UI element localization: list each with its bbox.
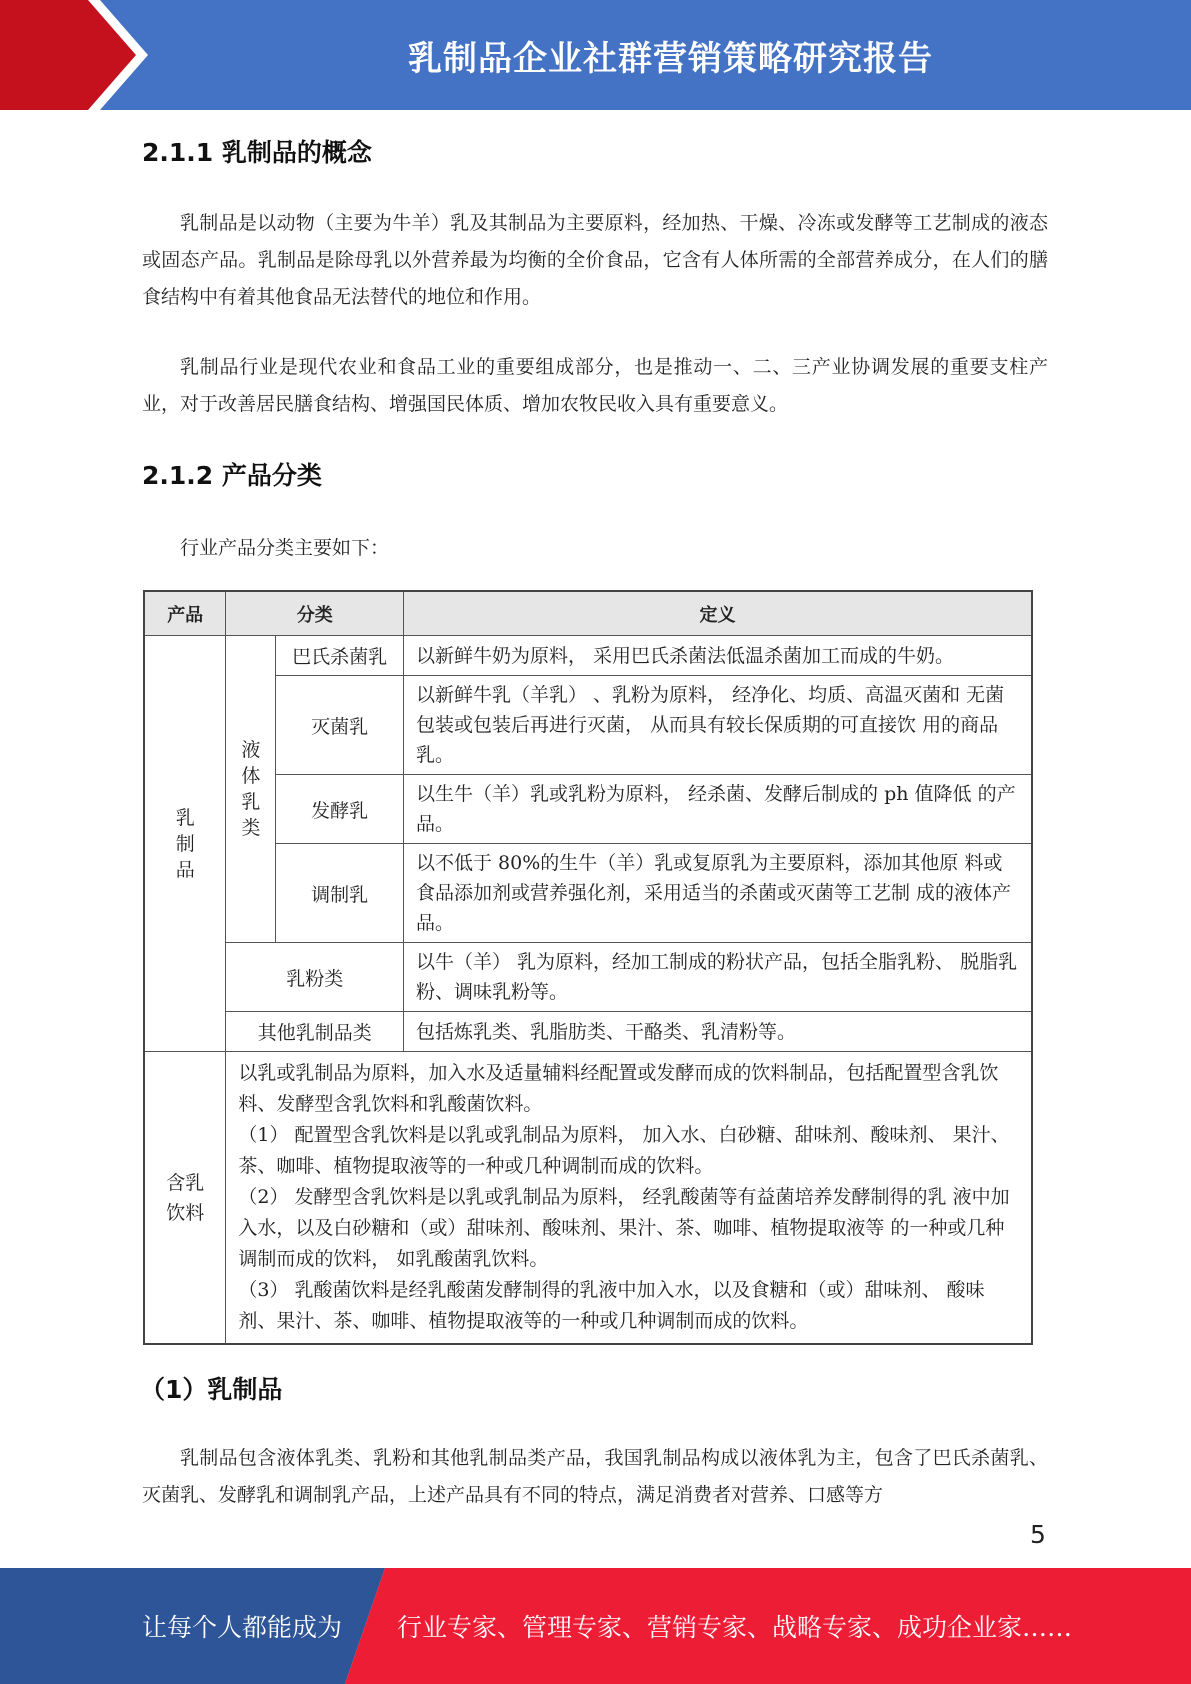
category-name: 调制乳: [276, 844, 404, 943]
category-definition: 以新鲜牛乳（羊乳） 、乳粉为原料， 经净化、均质、高温灭菌和 无菌包装或包装后再进行灭菌， 从而具有较长保质期的可直接饮 用的商品乳。: [404, 676, 1032, 775]
table-row: [144, 1052, 1032, 1345]
table-row: [144, 676, 1032, 775]
header-definition: 定义: [404, 591, 1032, 636]
table-header-row: [144, 591, 1032, 636]
category-definition: 以新鲜牛奶为原料， 采用巴氏杀菌法低温杀菌加工而成的牛奶。: [404, 636, 1032, 676]
paragraph-dairy: 乳制品包含液体乳类、乳粉和其他乳制品类产品，我国乳制品构成以液体乳为主，包含了巴氏杀菌乳、灭菌乳、发酵乳和调制乳产品，上述产品具有不同的特点，满足消费者对营养、口感等方: [142, 1447, 1048, 1506]
category-name: 其他乳制品类: [226, 1012, 404, 1052]
classification-intro: 行业产品分类主要如下：: [180, 537, 390, 559]
drink-line: 以乳或乳制品为原料，加入水及适量辅料经配置或发酵而成的饮料制品，包括配置型含乳饮料、发酵型含乳饮料和乳酸菌饮料。: [238, 1062, 999, 1115]
category-name: 灭菌乳: [276, 676, 404, 775]
section-heading-2-1-2: 2.1.2 产品分类: [142, 461, 322, 490]
header-product: 产品: [144, 591, 226, 636]
page-footer: [0, 1568, 1191, 1684]
footer-slogan-left: 让每个人都能成为: [142, 1613, 343, 1642]
category-name: 巴氏杀菌乳: [276, 636, 404, 676]
category-definition: 以不低于 80%的生牛（羊）乳或复原乳为主要原料，添加其他原 料或食品添加剂或营养强化剂，采用适当的杀菌或灭菌等工艺制 成的液体产品。: [404, 844, 1032, 943]
milk-drink-definition: [226, 1052, 1032, 1345]
subsection-heading-dairy: （1）乳制品: [140, 1375, 283, 1404]
category-definition: 以牛（羊） 乳为原料，经加工制成的粉状产品，包括全脂乳粉、 脱脂乳粉、调味乳粉等。: [404, 943, 1032, 1012]
paragraph-concept-1: 乳制品是以动物（主要为牛羊）乳及其制品为主要原料，经加热、干燥、冷冻或发酵等工艺制成的液态或固态产品。乳制品是除母乳以外营养最为均衡的全价食品，它含有人体所需的全部营养成分，在人们的膳食结构中有着其他食品无法替代的地位和作用。: [142, 212, 1048, 308]
category-name: 乳粉类: [226, 943, 404, 1012]
drink-line: （3） 乳酸菌饮料是经乳酸菌发酵制得的乳液中加入水，以及食糖和（或）甜味剂、 酸味剂、果汁、茶、咖啡、植物提取液等的一种或几种调制而成的饮料。: [238, 1279, 985, 1332]
section-heading-2-1-1: 2.1.1 乳制品的概念: [142, 138, 372, 167]
dairy-product-cell: 乳制品: [144, 636, 226, 1052]
page-header: [0, 0, 1191, 110]
category-definition: 包括炼乳类、乳脂肪类、干酪类、乳清粉等。: [404, 1012, 1032, 1052]
table-row: [144, 844, 1032, 943]
category-definition: 以生牛（羊）乳或乳粉为原料， 经杀菌、发酵后制成的 ph 值降低 的产品。: [404, 775, 1032, 844]
footer-slogan-right: 行业专家、管理专家、营销专家、战略专家、成功企业家……: [397, 1613, 1073, 1642]
drink-line: （1） 配置型含乳饮料是以乳或乳制品为原料， 加入水、白砂糖、甜味剂、酸味剂、 果汁、茶、咖啡、植物提取液等的一种或几种调制而成的饮料。: [238, 1124, 1010, 1177]
milk-drink-cell: 含乳饮料: [144, 1052, 226, 1345]
header-title: 乳制品企业社群营销策略研究报告: [408, 38, 933, 79]
page-number: 5: [1030, 1520, 1046, 1549]
table-row: [144, 775, 1032, 844]
table-row: [144, 1012, 1032, 1052]
table-row: [144, 943, 1032, 1012]
header-arrow-decoration: [0, 0, 160, 110]
paragraph-concept-2: 乳制品行业是现代农业和食品工业的重要组成部分，也是推动一、二、三产业协调发展的重要支柱产业，对于改善居民膳食结构、增强国民体质、增加农牧民收入具有重要意义。: [142, 356, 1048, 415]
table-row: [144, 636, 1032, 676]
product-classification-table: [143, 590, 1033, 1345]
drink-line: （2） 发酵型含乳饮料是以乳或乳制品为原料， 经乳酸菌等有益菌培养发酵制得的乳 液中加入水，以及白砂糖和（或）甜味剂、酸味剂、果汁、茶、咖啡、植物提取液等 的一种或几种调制而成的饮料， 如乳酸菌乳饮料。: [238, 1186, 1010, 1270]
liquid-milk-cell: 液体乳类: [226, 636, 276, 943]
category-name: 发酵乳: [276, 775, 404, 844]
header-category: 分类: [226, 591, 404, 636]
